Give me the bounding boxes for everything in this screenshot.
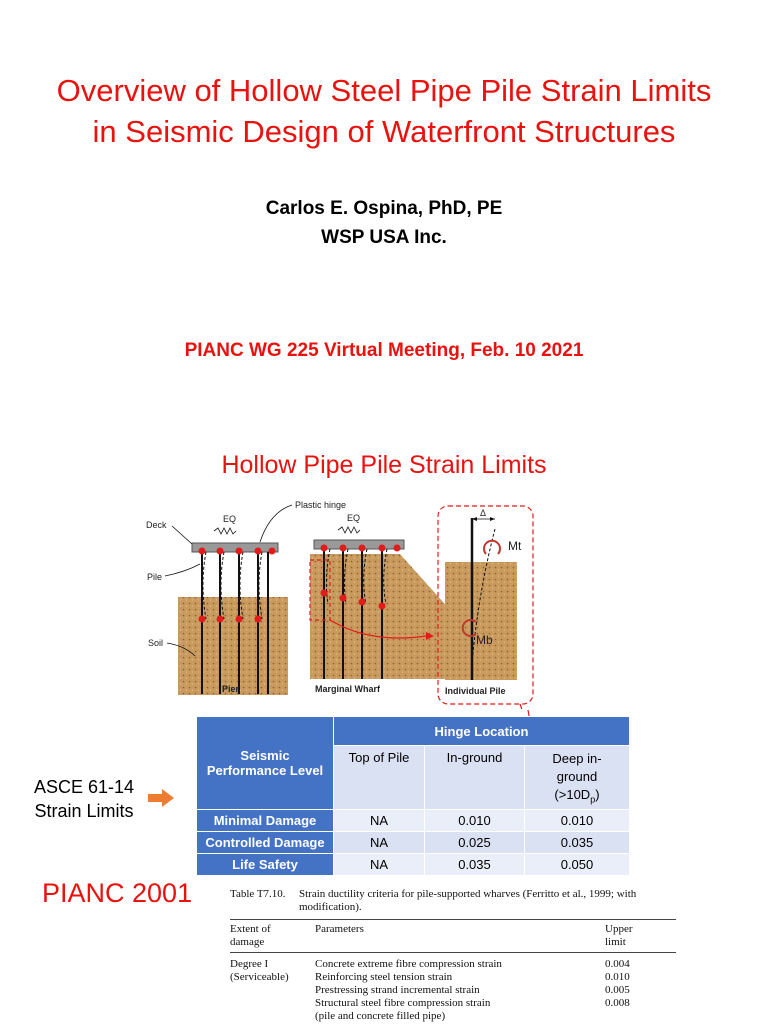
param-row: Concrete extreme fibre compression strain — [315, 958, 502, 970]
pianc-caption-text: Strain ductility criteria for pile-supported wharves (Ferritto et al., 1999; with — [299, 888, 637, 900]
degree-line-2: (Serviceable) — [230, 971, 289, 983]
limit-value: 0.008 — [605, 997, 630, 1009]
row-label-minimal: Minimal Damage — [197, 809, 334, 831]
pier-eq-label: EQ — [223, 514, 237, 524]
col-deep-part: (>10D — [554, 787, 591, 802]
col-top-of-pile: Top of Pile — [334, 746, 425, 810]
hinge-location-header: Hinge Location — [334, 717, 630, 746]
corner-header-line-2: Performance Level — [206, 762, 324, 778]
col-deep-sub: p — [590, 794, 596, 805]
row-label-controlled: Controlled Damage — [197, 831, 334, 853]
col-deep-line-2: ground — [556, 769, 598, 784]
author-block — [0, 194, 768, 252]
title-line-2: in Seismic Design of Waterfront Structures — [92, 114, 676, 149]
deck-label: Deck — [146, 520, 167, 530]
pianc-caption-label: Table T7.10. — [230, 888, 286, 900]
table-cell: NA — [334, 831, 425, 853]
col-deep-line-1: Deep in- — [552, 751, 602, 766]
col-deep-close: ) — [595, 787, 600, 802]
table-cell: 0.050 — [525, 853, 630, 875]
individual-pile-label: Individual Pile — [445, 686, 506, 696]
pile-label: Pile — [147, 572, 163, 582]
table-cell: 0.035 — [425, 853, 525, 875]
wharf-label: Marginal Wharf — [315, 684, 381, 694]
param-row: Prestressing strand incremental strain — [315, 984, 480, 996]
plastic-hinge-label: Plastic hinge — [295, 500, 347, 510]
author-name: Carlos E. Ospina, PhD, PE — [265, 198, 503, 219]
header-upper: Upper — [605, 923, 633, 935]
params-cell — [315, 958, 502, 1023]
pier-soil — [178, 597, 288, 695]
wharf-eq-label: EQ — [347, 513, 361, 523]
wharf-diagram — [310, 513, 452, 694]
table-cell: 0.035 — [525, 831, 630, 853]
degree-cell — [230, 958, 289, 984]
header-limit: limit — [605, 936, 626, 948]
header-extent-2: damage — [230, 936, 265, 948]
header-parameters: Parameters — [315, 923, 364, 935]
limit-value: 0.005 — [605, 984, 630, 996]
table-cell: 0.010 — [525, 809, 630, 831]
header-extent-1: Extent of — [230, 923, 271, 935]
pile-hinge-figure — [140, 494, 540, 709]
author-org: WSP USA Inc. — [321, 227, 447, 248]
limits-cell — [605, 958, 630, 1010]
mt-label: Mt — [508, 539, 522, 553]
corner-header-line-1: Seismic — [240, 747, 290, 763]
param-row: Reinforcing steel tension strain — [315, 971, 453, 983]
param-row: (pile and concrete filled pipe) — [315, 1010, 446, 1022]
degree-line-1: Degree I — [230, 958, 269, 970]
table-cell: NA — [334, 809, 425, 831]
strain-limits-table — [196, 716, 630, 876]
asce-line-2: Strain Limits — [34, 801, 134, 821]
pier-label: Pier — [222, 684, 240, 694]
title-line-1: Overview of Hollow Steel Pipe Pile Strain Limits — [56, 73, 712, 108]
table-cell: 0.010 — [425, 809, 525, 831]
limit-value: 0.004 — [605, 958, 630, 970]
meeting-line: PIANC WG 225 Virtual Meeting, Feb. 10 2021 — [184, 340, 584, 361]
slide-title — [0, 70, 768, 152]
rule-top — [230, 919, 676, 920]
section-title: Hollow Pipe Pile Strain Limits — [221, 451, 547, 479]
asce-line-1: ASCE 61-14 — [33, 777, 135, 797]
right-arrow-icon — [148, 789, 174, 807]
pier-diagram — [146, 514, 288, 695]
param-row: Structural steel fibre compression strain — [315, 997, 491, 1009]
header-upper-limit — [605, 923, 633, 949]
asce-label — [20, 775, 148, 823]
row-label-life-safety: Life Safety — [197, 853, 334, 875]
pianc-caption-cont: modification). — [299, 901, 362, 913]
individual-pile-diagram — [438, 506, 533, 704]
col-in-ground: In-ground — [425, 746, 525, 810]
col-deep-in-ground — [525, 746, 630, 810]
soil-label: Soil — [148, 638, 164, 648]
pianc-label: PIANC 2001 — [42, 878, 193, 908]
table-cell: NA — [334, 853, 425, 875]
corner-header — [197, 717, 334, 810]
col-deep-line-3 — [525, 786, 629, 809]
delta-label: Δ — [480, 508, 487, 518]
rule-header — [230, 952, 676, 953]
header-extent — [230, 923, 271, 949]
table-cell: 0.025 — [425, 831, 525, 853]
mb-label: Mb — [476, 633, 493, 647]
limit-value: 0.010 — [605, 971, 630, 983]
pianc-table-excerpt — [230, 888, 676, 1024]
